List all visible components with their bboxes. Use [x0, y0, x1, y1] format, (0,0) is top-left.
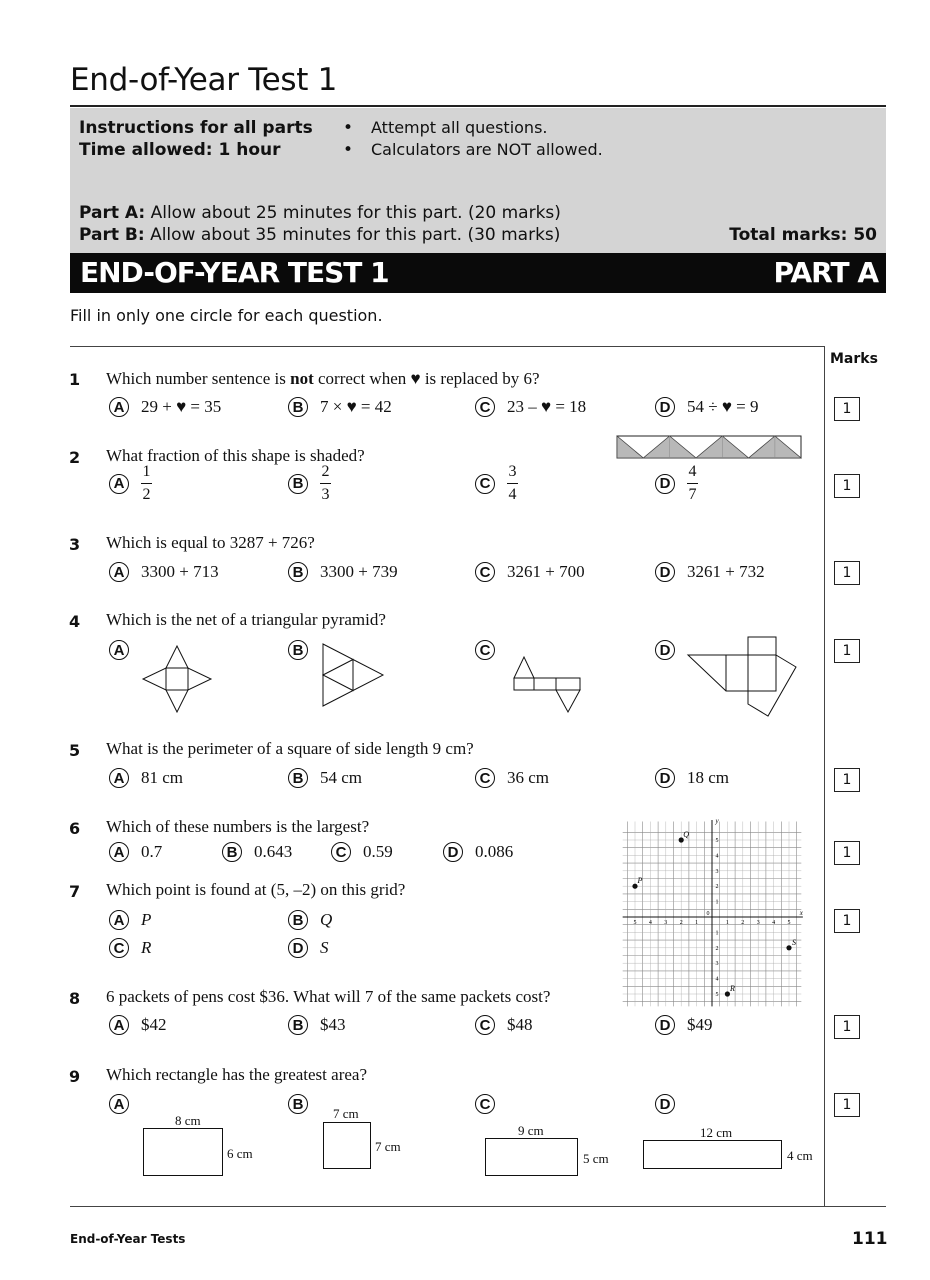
net-a-diagram: [140, 642, 214, 716]
option-d[interactable]: [655, 640, 675, 660]
mark-box: 1: [834, 639, 860, 663]
numerator: 4: [688, 463, 697, 480]
mark-box: 1: [834, 561, 860, 585]
option-d[interactable]: [655, 1015, 713, 1035]
option-a[interactable]: [109, 463, 152, 504]
option-a[interactable]: [109, 1015, 167, 1035]
option-circle-c[interactable]: C: [475, 397, 495, 417]
option-text: 23 – ♥ = 18: [507, 397, 587, 416]
marks-column-rule: [824, 346, 825, 1206]
point-s: [786, 945, 791, 950]
mark-box: 1: [834, 841, 860, 865]
net-b-diagram: [320, 642, 390, 710]
option-text: 3261 + 732: [687, 562, 765, 581]
option-circle-d[interactable]: D: [655, 1094, 675, 1114]
y-axis-label: y: [715, 817, 719, 826]
option-text: P: [141, 910, 152, 929]
option-c[interactable]: [475, 1094, 495, 1114]
page-title: End-of-Year Test 1: [70, 62, 338, 98]
option-c[interactable]: [475, 463, 518, 504]
question-text: Which of these numbers is the largest?: [106, 817, 370, 836]
mark-box: 1: [834, 1015, 860, 1039]
y-tick-label: 5: [715, 992, 719, 998]
option-circle-c[interactable]: C: [475, 1015, 495, 1035]
bullet-dot: •: [343, 140, 354, 160]
option-circle-d[interactable]: D: [655, 397, 675, 417]
rect-a-width: 8 cm: [175, 1113, 201, 1128]
y-tick-label: 3: [715, 868, 719, 875]
point-label-p: P: [637, 876, 643, 886]
question-text: 6 packets of pens cost $36. What will 7 of the same packets cost?: [106, 987, 551, 1006]
y-tick-label: 5: [715, 838, 719, 844]
section-banner: [70, 253, 886, 293]
option-text: Q: [320, 910, 333, 929]
option-circle-c[interactable]: C: [475, 474, 495, 494]
question-text: Which point is found at (5, –2) on this grid?: [106, 880, 406, 899]
net-d-diagram: [686, 634, 800, 724]
y-tick-label: 1: [715, 899, 719, 906]
option-b[interactable]: [288, 910, 332, 930]
option-text: 7 × ♥ = 42: [320, 397, 392, 416]
mark-box: 1: [834, 909, 860, 933]
question-text-bold: not: [290, 369, 314, 388]
option-text: 0.7: [141, 842, 163, 861]
option-c[interactable]: [109, 938, 151, 958]
option-circle-c[interactable]: C: [109, 938, 129, 958]
banner-title: END-OF-YEAR TEST 1: [80, 256, 389, 289]
denominator: 4: [508, 486, 517, 503]
option-circle-b[interactable]: B: [288, 562, 308, 582]
question-text: What fraction of this shape is shaded?: [106, 446, 365, 465]
option-circle-d[interactable]: D: [655, 768, 675, 788]
option-circle-b[interactable]: B: [288, 474, 308, 494]
question-text: Which rectangle has the greatest area?: [106, 1065, 367, 1084]
part-b-text: Allow about 35 minutes for this part. (30 marks): [150, 225, 561, 245]
page-number: 111: [852, 1229, 888, 1249]
title-rule: [70, 105, 886, 107]
option-circle-a[interactable]: A: [109, 768, 129, 788]
option-circle-b[interactable]: B: [288, 640, 308, 660]
part-b-label: Part B:: [79, 225, 145, 245]
fraction: [320, 463, 331, 504]
question-number: 4: [69, 612, 81, 631]
option-c[interactable]: [475, 1015, 533, 1035]
option-text: $43: [320, 1015, 346, 1034]
option-c[interactable]: [475, 768, 549, 788]
fill-instruction: Fill in only one circle for each question.: [70, 306, 383, 325]
mark-box: 1: [834, 1093, 860, 1117]
y-tick-label: 4: [715, 853, 719, 860]
option-circle-a[interactable]: A: [109, 1094, 129, 1114]
fraction: [141, 463, 152, 504]
numerator: 2: [321, 463, 330, 480]
point-label-r: R: [729, 984, 735, 993]
shaded-shape-diagram: [616, 435, 802, 459]
fraction: [507, 463, 518, 504]
option-b[interactable]: [288, 768, 362, 788]
option-circle-d[interactable]: D: [443, 842, 463, 862]
rect-c-height: 5 cm: [583, 1151, 609, 1166]
option-circle-b[interactable]: B: [288, 1015, 308, 1035]
denominator: 3: [321, 486, 330, 503]
x-tick-label: 4: [772, 920, 776, 926]
question-text: [106, 369, 540, 389]
y-tick-label: 3: [715, 961, 719, 968]
x-tick-label: 1: [725, 920, 729, 926]
rect-a: [143, 1128, 223, 1176]
option-c[interactable]: [331, 842, 393, 862]
x-tick-label: 3: [756, 920, 760, 926]
question-number: 9: [69, 1067, 81, 1086]
mark-box: 1: [834, 768, 860, 792]
option-c[interactable]: [475, 397, 586, 417]
x-tick-label: 2: [679, 920, 683, 926]
option-text: 0.643: [254, 842, 293, 861]
option-circle-a[interactable]: A: [109, 1015, 129, 1035]
time-allowed-label: Time allowed: 1 hour: [79, 140, 281, 160]
net-c-diagram: [512, 654, 586, 716]
bottom-rule: [70, 1206, 886, 1207]
option-b[interactable]: [288, 463, 331, 504]
option-circle-b[interactable]: B: [288, 768, 308, 788]
rect-a-height: 6 cm: [227, 1146, 253, 1161]
option-a[interactable]: [109, 842, 162, 862]
part-a-text: Allow about 25 minutes for this part. (20 marks): [150, 203, 561, 223]
rect-b: [323, 1122, 371, 1169]
top-rule: [70, 346, 825, 347]
option-text: 54 cm: [320, 768, 363, 787]
option-circle-d[interactable]: D: [655, 562, 675, 582]
option-circle-c[interactable]: C: [331, 842, 351, 862]
option-circle-b[interactable]: B: [288, 1094, 308, 1114]
option-b[interactable]: [222, 842, 292, 862]
option-a[interactable]: [109, 768, 183, 788]
point-label-s: S: [792, 937, 796, 947]
option-text: $42: [141, 1015, 167, 1034]
question-number: 8: [69, 989, 81, 1008]
numerator: 3: [508, 463, 517, 480]
x-axis-label: x: [799, 909, 803, 917]
option-a[interactable]: [109, 1094, 129, 1114]
y-tick-label: 2: [715, 884, 719, 891]
option-a[interactable]: [109, 562, 219, 582]
y-tick-label: 4: [715, 976, 719, 983]
mark-box: 1: [834, 397, 860, 421]
footer-section-title: End-of-Year Tests: [70, 1232, 186, 1246]
question-number: 2: [69, 448, 81, 467]
option-b[interactable]: [288, 1015, 346, 1035]
rect-c-width: 9 cm: [518, 1123, 544, 1138]
instruction-bullet-2: Calculators are NOT allowed.: [371, 140, 603, 159]
option-circle-a[interactable]: A: [109, 397, 129, 417]
rect-c: [485, 1138, 578, 1176]
option-d[interactable]: [655, 397, 759, 417]
option-circle-b[interactable]: B: [288, 397, 308, 417]
option-text: 0.086: [475, 842, 514, 861]
option-d[interactable]: [655, 1094, 675, 1114]
option-circle-a[interactable]: A: [109, 910, 129, 930]
option-circle-b[interactable]: B: [288, 910, 308, 930]
rect-b-height: 7 cm: [375, 1139, 401, 1154]
instruction-bullet-1: Attempt all questions.: [371, 118, 548, 137]
question-number: 5: [69, 741, 81, 760]
mark-box: 1: [834, 474, 860, 498]
rect-d-height: 4 cm: [787, 1148, 813, 1163]
marks-header: Marks: [830, 351, 878, 367]
option-circle-a[interactable]: A: [109, 842, 129, 862]
option-b[interactable]: [288, 397, 392, 417]
option-d[interactable]: [655, 768, 729, 788]
origin-label: 0: [706, 911, 710, 917]
option-text: 54 ÷ ♥ = 9: [687, 397, 759, 416]
option-text: R: [141, 938, 152, 957]
option-d[interactable]: [655, 562, 765, 582]
option-text: 36 cm: [507, 768, 550, 787]
question-number: 7: [69, 882, 81, 901]
option-circle-d[interactable]: D: [655, 640, 675, 660]
coordinate-grid: [628, 812, 803, 1002]
option-circle-a[interactable]: A: [109, 474, 129, 494]
x-tick-label: 4: [648, 920, 652, 926]
option-text: S: [320, 938, 329, 957]
option-circle-c[interactable]: C: [475, 1094, 495, 1114]
option-circle-d[interactable]: D: [655, 1015, 675, 1035]
question-text: Which is equal to 3287 + 726?: [106, 533, 315, 552]
question-text: Which is the net of a triangular pyramid?: [106, 610, 386, 629]
question-number: 1: [69, 370, 81, 389]
instructions-label: Instructions for all parts: [79, 118, 313, 138]
x-tick-label: 5: [633, 920, 637, 926]
option-text: 18 cm: [687, 768, 730, 787]
instructions-box: [70, 108, 886, 253]
option-d[interactable]: [443, 842, 513, 862]
point-label-q: Q: [683, 830, 690, 839]
question-text: What is the perimeter of a square of side length 9 cm?: [106, 739, 474, 758]
option-circle-a[interactable]: A: [109, 640, 129, 660]
option-d[interactable]: [288, 938, 329, 958]
option-d[interactable]: [655, 463, 698, 504]
x-tick-label: 5: [787, 920, 791, 926]
option-circle-c[interactable]: C: [475, 640, 495, 660]
numerator: 1: [142, 463, 151, 480]
question-text-part: Which number sentence is: [106, 369, 291, 388]
option-text: 0.59: [363, 842, 393, 861]
bullet-dot: •: [343, 118, 354, 138]
option-b[interactable]: [288, 1094, 308, 1114]
option-a[interactable]: [109, 640, 129, 660]
y-tick-label: 1: [715, 930, 719, 937]
option-a[interactable]: [109, 910, 151, 930]
option-circle-d[interactable]: D: [288, 938, 308, 958]
rect-b-width: 7 cm: [333, 1106, 359, 1121]
x-tick-label: 3: [664, 920, 668, 926]
x-tick-label: 1: [695, 920, 699, 926]
option-text: 81 cm: [141, 768, 184, 787]
option-circle-c[interactable]: C: [475, 768, 495, 788]
question-text-part: correct when ♥ is replaced by 6?: [313, 369, 540, 388]
option-text: $49: [687, 1015, 713, 1034]
option-text: $48: [507, 1015, 533, 1034]
denominator: 2: [142, 486, 151, 503]
part-b-info: [79, 225, 560, 245]
total-marks: Total marks: 50: [729, 225, 877, 245]
option-c[interactable]: [475, 562, 585, 582]
option-text: 3300 + 713: [141, 562, 219, 581]
option-circle-b[interactable]: B: [222, 842, 242, 862]
option-b[interactable]: [288, 562, 398, 582]
y-tick-label: 2: [715, 945, 719, 952]
option-b[interactable]: [288, 640, 308, 660]
option-circle-d[interactable]: D: [655, 474, 675, 494]
option-c[interactable]: [475, 640, 495, 660]
option-text: 3261 + 700: [507, 562, 585, 581]
option-text: 29 + ♥ = 35: [141, 397, 222, 416]
x-tick-label: 2: [741, 920, 745, 926]
banner-part: PART A: [773, 256, 878, 289]
denominator: 7: [688, 486, 697, 503]
fraction: [687, 463, 698, 504]
rect-d: [643, 1140, 782, 1169]
part-a-label: Part A:: [79, 203, 146, 223]
question-number: 3: [69, 535, 81, 554]
option-a[interactable]: [109, 397, 221, 417]
rect-d-width: 12 cm: [700, 1125, 733, 1140]
option-circle-c[interactable]: C: [475, 562, 495, 582]
option-text: 3300 + 739: [320, 562, 398, 581]
option-circle-a[interactable]: A: [109, 562, 129, 582]
part-a-info: [79, 203, 561, 223]
question-number: 6: [69, 819, 81, 838]
